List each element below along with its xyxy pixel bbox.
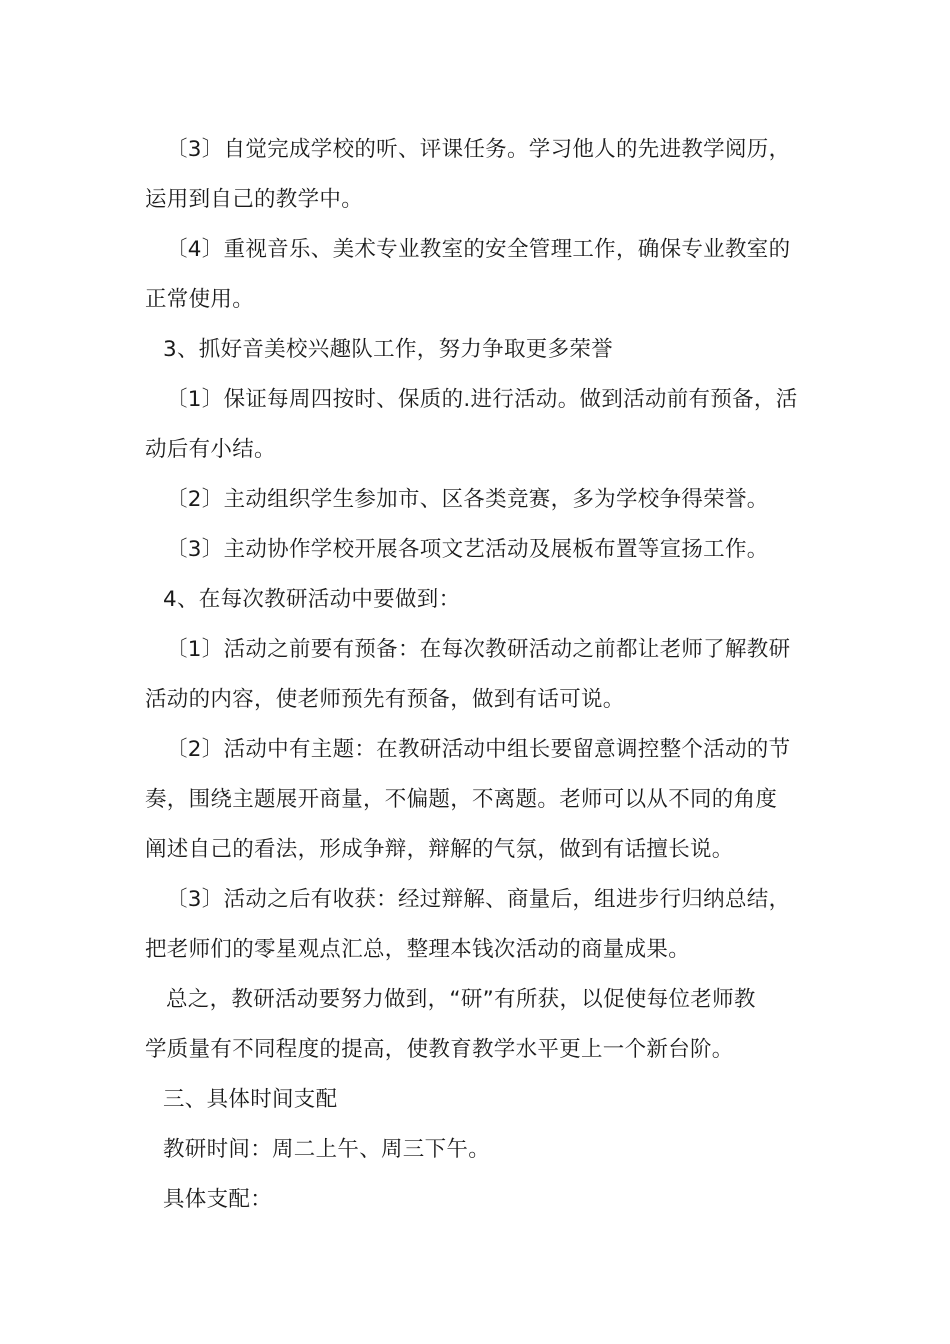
paragraph-line: 〔4〕重视音乐、美术专业教室的安全管理工作，确保专业教室的 <box>166 237 791 262</box>
section-heading: 3、抓好音美校兴趣队工作，努力争取更多荣誉 <box>163 337 613 362</box>
paragraph-line: 奏，围绕主题展开商量，不偏题，不离题。老师可以从不同的角度 <box>145 787 778 812</box>
paragraph-line: 〔3〕主动协作学校开展各项文艺活动及展板布置等宣扬工作。 <box>166 537 769 562</box>
paragraph-line: 总之，教研活动要努力做到，“研”有所获，以促使每位老师教 <box>166 987 756 1012</box>
paragraph-line: 具体支配： <box>163 1187 273 1212</box>
paragraph-line: 活动的内容，使老师预先有预备，做到有话可说。 <box>145 687 625 712</box>
paragraph-line: 〔1〕活动之前要有预备：在每次教研活动之前都让老师了解教研 <box>166 637 791 662</box>
section-heading: 4、在每次教研活动中要做到： <box>163 587 461 612</box>
paragraph-line: 阐述自己的看法，形成争辩，辩解的气氛，做到有话擅长说。 <box>145 837 734 862</box>
paragraph-line: 〔3〕自觉完成学校的听、评课任务。学习他人的先进教学阅历， <box>166 137 791 162</box>
paragraph-line: 运用到自己的教学中。 <box>145 187 364 212</box>
paragraph-line: 〔2〕主动组织学生参加市、区各类竞赛，多为学校争得荣誉。 <box>166 487 769 512</box>
paragraph-line: 〔1〕保证每周四按时、保质的.进行活动。做到活动前有预备，活 <box>166 387 798 412</box>
paragraph-line: 正常使用。 <box>145 287 255 312</box>
paragraph-line: 学质量有不同程度的提高，使教育教学水平更上一个新台阶。 <box>145 1037 734 1062</box>
section-heading: 三、具体时间支配 <box>163 1087 338 1112</box>
paragraph-line: 〔3〕活动之后有收获：经过辩解、商量后，组进步行归纳总结， <box>166 887 791 912</box>
paragraph-line: 把老师们的零星观点汇总，整理本钱次活动的商量成果。 <box>145 937 691 962</box>
paragraph-line: 动后有小结。 <box>145 437 276 462</box>
paragraph-line: 教研时间：周二上午、周三下午。 <box>163 1137 491 1162</box>
paragraph-line: 〔2〕活动中有主题：在教研活动中组长要留意调控整个活动的节 <box>166 737 791 762</box>
